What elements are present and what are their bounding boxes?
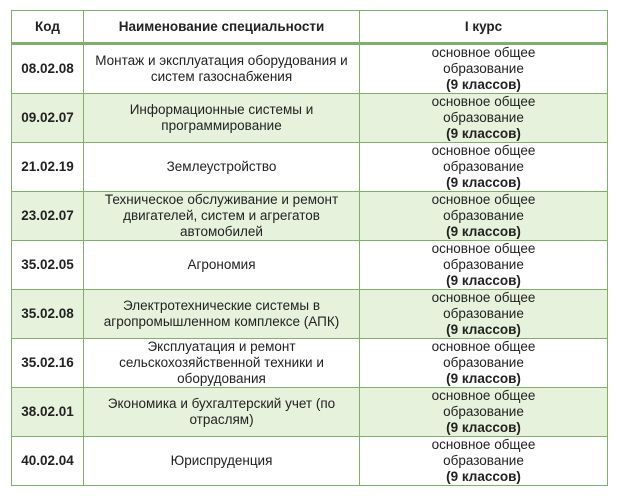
education-line: основное общее [431, 290, 536, 305]
education-line: образование [443, 61, 524, 76]
table-row [12, 94, 608, 143]
row-education [360, 388, 608, 437]
education-line: образование [443, 110, 524, 125]
row-code: 35.02.16 [12, 339, 84, 388]
table-row [12, 437, 608, 486]
row-name: Информационные системы и программирование [84, 94, 360, 143]
table-row [12, 44, 608, 94]
row-name: Техническое обслуживание и ремонт двигателей, систем и агрегатов автомобилей [84, 192, 360, 241]
row-code: 35.02.08 [12, 290, 84, 339]
row-education [360, 241, 608, 290]
education-line: основное общее [431, 437, 536, 452]
row-name: Агрономия [84, 241, 360, 290]
education-classes: (9 классов) [446, 469, 521, 484]
education-line: основное общее [431, 94, 536, 109]
education-classes: (9 классов) [446, 371, 521, 386]
row-education [360, 437, 608, 486]
education-line: основное общее [431, 339, 536, 354]
education-line: образование [443, 453, 524, 468]
table-row [12, 192, 608, 241]
row-education [360, 339, 608, 388]
education-classes: (9 классов) [446, 420, 521, 435]
education-classes: (9 классов) [446, 126, 521, 141]
education-line: основное общее [431, 45, 536, 60]
row-code: 40.02.04 [12, 437, 84, 486]
education-line: основное общее [431, 241, 536, 256]
row-name: Юриспруденция [84, 437, 360, 486]
education-classes: (9 классов) [446, 273, 521, 288]
row-name: Эксплуатация и ремонт сельскохозяйственной техники и оборудования [84, 339, 360, 388]
row-education [360, 290, 608, 339]
row-code: 08.02.08 [12, 44, 84, 94]
education-line: образование [443, 257, 524, 272]
education-line: образование [443, 404, 524, 419]
row-code: 21.02.19 [12, 143, 84, 192]
row-name: Землеустройство [84, 143, 360, 192]
education-line: образование [443, 355, 524, 370]
education-classes: (9 классов) [446, 175, 521, 190]
header-code: Код [12, 11, 84, 44]
education-line: основное общее [431, 192, 536, 207]
row-code: 23.02.07 [12, 192, 84, 241]
table-row [12, 241, 608, 290]
table-row [12, 339, 608, 388]
row-code: 09.02.07 [12, 94, 84, 143]
row-name: Монтаж и эксплуатация оборудования и систем газоснабжения [84, 44, 360, 94]
header-name: Наименование специальности [84, 11, 360, 44]
row-name: Экономика и бухгалтерский учет (по отраслям) [84, 388, 360, 437]
table-row [12, 388, 608, 437]
row-education [360, 44, 608, 94]
row-education [360, 94, 608, 143]
education-line: основное общее [431, 143, 536, 158]
specialties-table [11, 10, 608, 486]
row-name: Электротехнические системы в агропромышленном комплексе (АПК) [84, 290, 360, 339]
education-classes: (9 классов) [446, 77, 521, 92]
row-education [360, 192, 608, 241]
education-classes: (9 классов) [446, 224, 521, 239]
row-education [360, 143, 608, 192]
table-header-row [12, 11, 608, 44]
header-course: I курс [360, 11, 608, 44]
education-classes: (9 классов) [446, 322, 521, 337]
table-row [12, 290, 608, 339]
row-code: 38.02.01 [12, 388, 84, 437]
education-line: образование [443, 159, 524, 174]
row-code: 35.02.05 [12, 241, 84, 290]
education-line: образование [443, 208, 524, 223]
education-line: образование [443, 306, 524, 321]
education-line: основное общее [431, 388, 536, 403]
table-row [12, 143, 608, 192]
